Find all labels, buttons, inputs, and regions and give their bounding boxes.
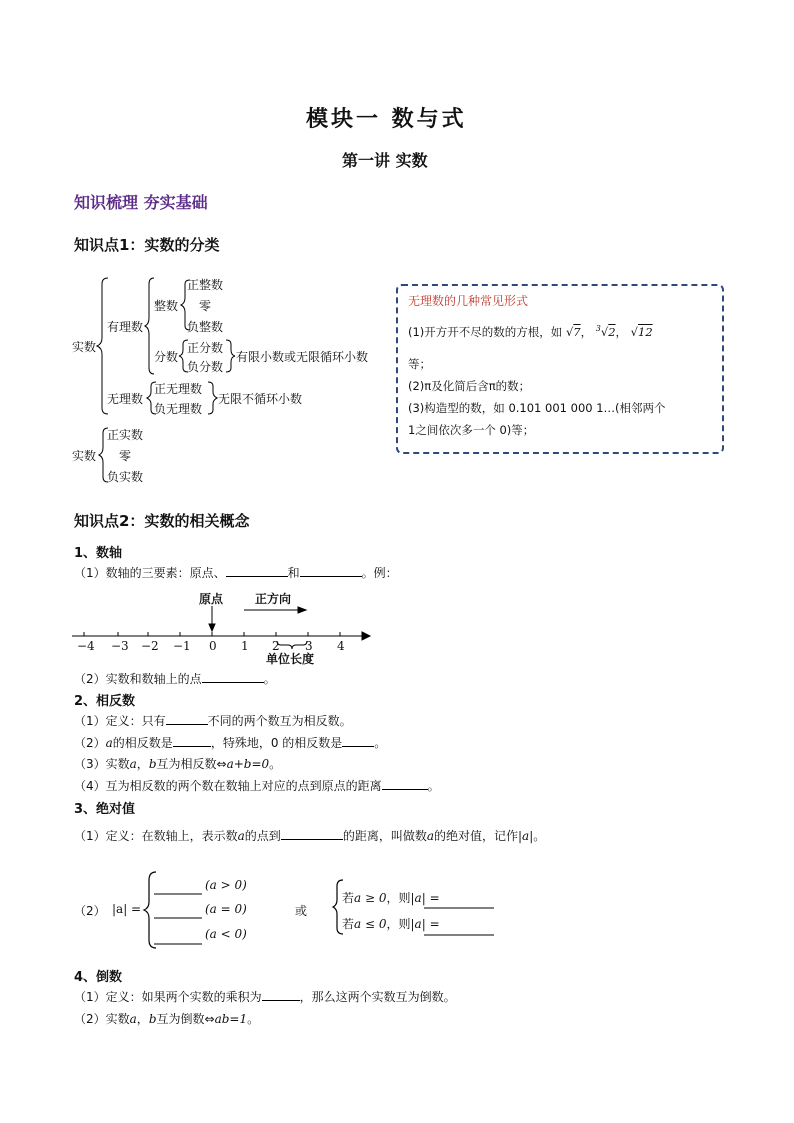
s1-title: 1、数轴 (74, 546, 123, 561)
rule1 (342, 889, 440, 906)
s4-l2b: ， (136, 1012, 149, 1026)
tick-label: −1 (173, 639, 191, 653)
unit-label: 单位长度 (266, 652, 315, 666)
s1-l1c: 。例： (361, 566, 398, 580)
tick-label: 4 (337, 639, 345, 653)
s3-title: 3、绝对值 (74, 802, 136, 817)
tree2-root: 实数 (72, 449, 97, 463)
lecture-title: 第一讲 实数 (342, 151, 428, 170)
s4-l2a: （2）实数 (74, 1012, 130, 1026)
tree1-neg-int: 负整数 (187, 320, 224, 334)
s2-l3b: ， (136, 757, 149, 771)
rule1-then: ，则 (386, 891, 411, 905)
sqrt7-radicand: 7 (573, 325, 581, 339)
cbrt2-index: 3 (595, 324, 601, 334)
s2-l4a: （4）互为相反数的两个数在数轴上对应的点到原点的距离 (74, 779, 382, 793)
rule2-if: 若 (342, 917, 355, 931)
rule2 (342, 915, 440, 932)
s2-l2d: 。 (374, 736, 387, 750)
s2-title: 2、相反数 (74, 694, 136, 709)
rule1-if: 若 (342, 891, 355, 905)
rule2-cond: a ≤ 0 (354, 917, 387, 931)
s4-l2f: 。 (247, 1012, 260, 1026)
tree1-pos-int: 正整数 (187, 278, 224, 292)
s2-line3: （3）实数a，b互为相反数⇔a+b=0。 (74, 757, 282, 771)
rule1-cond: a ≥ 0 (354, 891, 387, 905)
var-a: a (129, 1012, 137, 1026)
s4-l2c: 互为倒数 (156, 1012, 205, 1026)
cbrt2: $^3$√2 (595, 324, 616, 339)
s2-l4b: 。 (427, 779, 440, 793)
tick-label: −2 (141, 639, 159, 653)
s3-l1b: 的点到 (244, 829, 281, 843)
tick-label: 0 (209, 639, 217, 653)
var-a: a (129, 757, 137, 771)
s3-l1d: 的绝对值，记作 (433, 829, 518, 843)
page-title: 模块一 数与式 (306, 106, 467, 132)
s2-l2c: ，特殊地，0 的相反数是 (210, 736, 343, 750)
box-line1b: 等； (408, 357, 431, 371)
s1-l1b: 和 (287, 566, 300, 580)
tick-label: −3 (111, 639, 129, 653)
rule2-then: ，则 (386, 917, 411, 931)
tick-label: 3 (305, 639, 313, 653)
tree2-pos: 正实数 (107, 428, 144, 442)
box-line1-text: (1)开方开不尽的数的方根，如 (408, 325, 563, 339)
or-word: 或 (295, 904, 308, 918)
kp1-heading: 知识点1：实数的分类 (74, 236, 220, 254)
tree1-fraction: 分数 (154, 350, 179, 364)
cond-negative: (a < 0) (205, 927, 247, 941)
sqrt12: √12 (630, 325, 653, 339)
box-title: 无理数的几种常见形式 (408, 294, 529, 308)
tree1-irrational: 无理数 (107, 392, 144, 406)
tree1-pos-irr: 正无理数 (154, 382, 203, 396)
s2-l1b: 不同的两个数互为相反数。 (207, 714, 352, 728)
tree1-frac-note: 有限小数或无限循环小数 (236, 350, 369, 364)
rule2-abs: |a| = (410, 917, 440, 931)
tick-label: 2 (272, 639, 280, 653)
s2-l1a: （1）定义：只有 (74, 714, 166, 728)
s4-title: 4、倒数 (74, 970, 123, 985)
tree1-root: 实数 (72, 340, 97, 354)
s3-l1f: 。 (533, 829, 546, 843)
abs-a: |a| (518, 829, 534, 843)
tree1-rational: 有理数 (107, 320, 144, 334)
rule1-abs: |a| = (410, 891, 440, 905)
iff-symbol: ⇔ (204, 1012, 215, 1026)
box-line1: (1)开方开不尽的数的方根，如 √7， $^3$√2， √12 (408, 324, 653, 339)
var-a: a (237, 829, 245, 843)
cond-positive: (a > 0) (205, 878, 247, 892)
tree1-integer: 整数 (154, 299, 179, 313)
s4-line2: （2）实数a，b互为倒数⇔ab=1。 (74, 1012, 260, 1026)
origin-label: 原点 (199, 592, 224, 606)
s2-l3f: 。 (269, 757, 282, 771)
s2-l3a: （3）实数 (74, 757, 130, 771)
section-heading: 知识梳理 夯实基础 (74, 193, 208, 212)
var-a: a (426, 829, 434, 843)
abs-expr: |a| = (112, 902, 142, 916)
kp2-heading: 知识点2：实数的相关概念 (74, 512, 250, 530)
tree2-neg: 负实数 (107, 470, 144, 484)
tree1-pos-frac: 正分数 (187, 341, 224, 355)
s2-l2a: （2） (74, 736, 106, 750)
tree1-zero: 零 (199, 299, 212, 313)
var-a: a (105, 736, 113, 750)
s4-line1 (74, 988, 456, 1005)
tick-label: 1 (241, 639, 249, 653)
s3-l1a: （1）定义：在数轴上，表示数 (74, 829, 238, 843)
s3-l1c: 的距离，叫做数 (342, 829, 427, 843)
direction-label: 正方向 (255, 592, 292, 606)
s2-l3c: 互为相反数 (156, 757, 217, 771)
cond-zero: (a = 0) (205, 902, 247, 916)
tree1-neg-irr: 负无理数 (154, 402, 203, 416)
s1-l2b: 。 (263, 672, 276, 686)
s2-l2b: 的相反数是 (112, 736, 173, 750)
sqrt7: √7 (565, 325, 581, 339)
box-line2: (2)π及化简后含π的数； (408, 379, 531, 393)
s4-eq: ab=1 (214, 1012, 248, 1026)
s1-l2a: （2）实数和数轴上的点 (74, 672, 202, 686)
s3-l2-label: （2） (74, 904, 106, 918)
box-line4: 1之间依次多一个 0)等； (408, 423, 535, 437)
tree2-zero: 零 (119, 449, 132, 463)
s2-eq: a+b=0 (226, 757, 270, 771)
tree1-irr-note: 无限不循环小数 (218, 392, 303, 406)
tick-label: −4 (77, 639, 95, 653)
blank-9[interactable] (262, 988, 300, 1001)
sqrt12-radicand: 12 (638, 325, 653, 339)
tree1-neg-frac: 负分数 (187, 360, 224, 374)
iff-symbol: ⇔ (216, 757, 227, 771)
box-line3: (3)构造型的数，如 0.101 001 000 1…(相邻两个 (408, 401, 666, 415)
s4-l1a: （1）定义：如果两个实数的乘积为 (74, 990, 262, 1004)
s4-l1b: ，那么这两个实数互为倒数。 (299, 990, 456, 1004)
s1-l1a: （1）数轴的三要素：原点、 (74, 566, 226, 580)
cbrt2-radicand: 2 (608, 325, 616, 339)
